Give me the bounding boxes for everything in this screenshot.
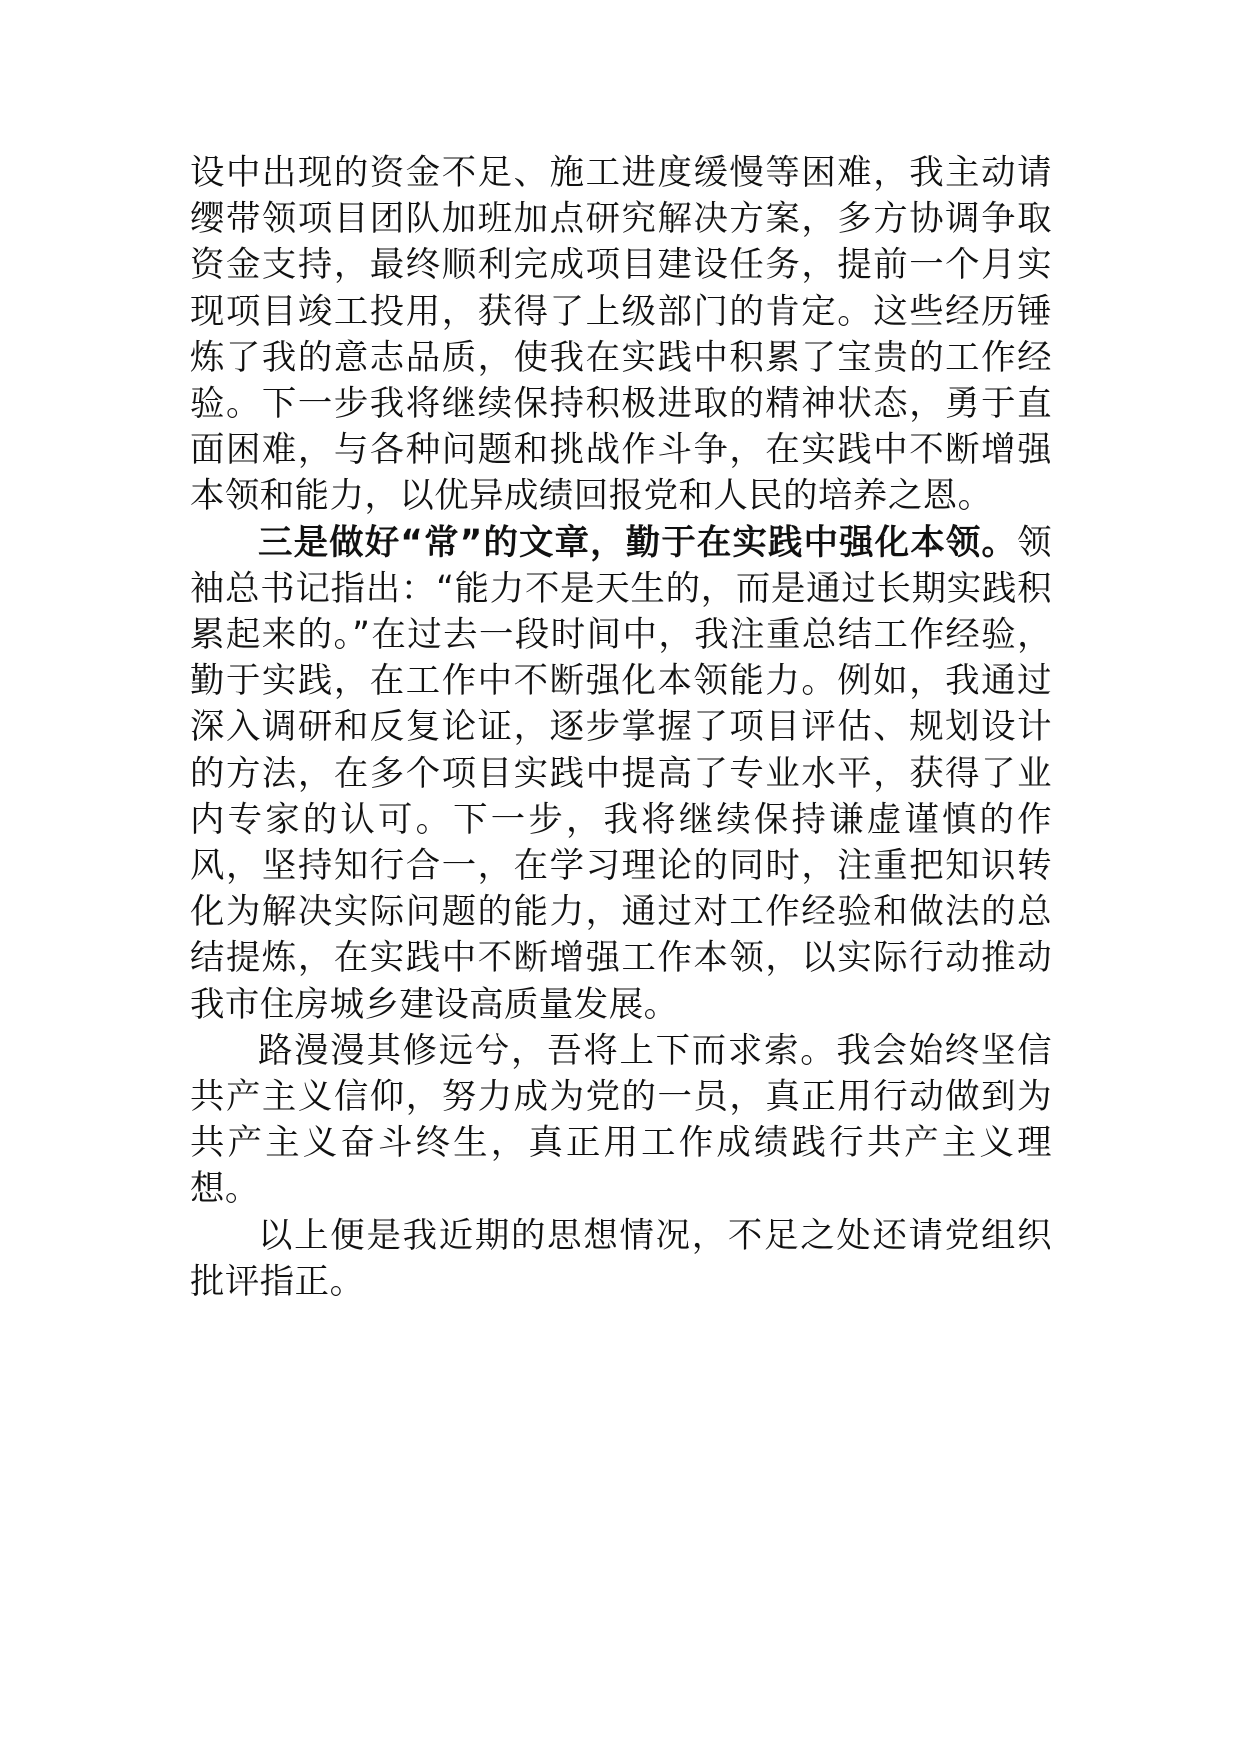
paragraph-text: 以上便是我近期的思想情况，不足之处还请党组织批评指正。 bbox=[190, 1215, 1052, 1302]
document-body bbox=[190, 150, 1052, 1305]
paragraph-text: 路漫漫其修远兮，吾将上下而求索。我会始终坚信共产主义信仰，努力成为党的一员，真正用行动做到为共产主义奋斗终生，真正用工作成绩践行共产主义理想。 bbox=[190, 1030, 1052, 1210]
paragraph-text: 领袖总书记指出：“能力不是天生的，而是通过长期实践积累起来的。”在过去一段时间中，我注重总结工作经验，勤于实践，在工作中不断强化本领能力。例如，我通过深入调研和反复论证，逐步掌握了项目评估、规划设计的方法，在多个项目实践中提高了专业水平，获得了业内专家的认可。下一步，我将继续保持谦虚谨慎的作风，坚持知行合一，在学习理论的同时，注重把知识转化为解决实际问题的能力，通过对工作经验和做法的总结提炼，在实践中不断增强工作本领，以实际行动推动我市住房城乡建设高质量发展。 bbox=[190, 522, 1052, 1025]
section-heading: 三是做好“常”的文章，勤于在实践中强化本领。 bbox=[258, 522, 1018, 563]
paragraph-text: 设中出现的资金不足、施工进度缓慢等困难，我主动请缨带领项目团队加班加点研究解决方案，多方协调争取资金支持，最终顺利完成项目建设任务，提前一个月实现项目竣工投用，获得了上级部门的肯定。这些经历锤炼了我的意志品质，使我在实践中积累了宝贵的工作经验。下一步我将继续保持积极进取的精神状态，勇于直面困难，与各种问题和挑战作斗争，在实践中不断增强本领和能力，以优异成绩回报党和人民的培养之恩。 bbox=[190, 153, 1052, 517]
paragraph-conclusion bbox=[190, 1213, 1052, 1305]
paragraph-section-three bbox=[190, 520, 1052, 1028]
paragraph-closing bbox=[190, 1028, 1052, 1213]
paragraph-continuation bbox=[190, 150, 1052, 520]
